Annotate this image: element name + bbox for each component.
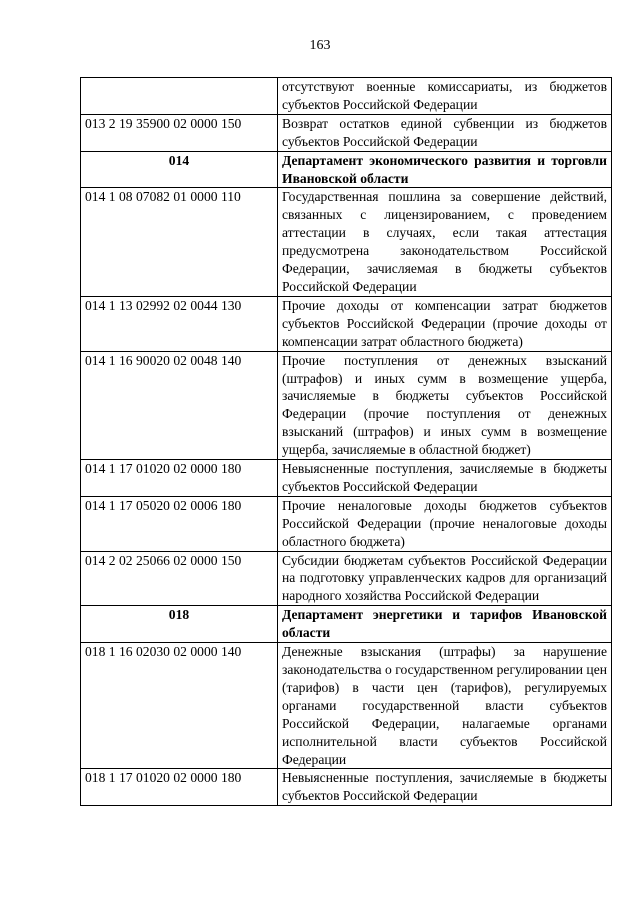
- row-code: [81, 78, 278, 115]
- row-description: отсутствуют военные комиссариаты, из бюджетов субъектов Российской Федерации: [278, 78, 612, 115]
- page-number: 163: [309, 38, 331, 53]
- table-row: [81, 460, 612, 497]
- row-description: Прочие поступления от денежных взысканий (штрафов) и иных сумм в возмещение ущерба, зачисляемые в бюджеты субъектов Российской Федерации (прочие поступления от денежных взысканий (штрафов) и иных сумм в возмещение ущерба, зачисляемые в областной бюджет): [278, 351, 612, 459]
- row-code: 014 1 13 02992 02 0044 130: [81, 296, 278, 351]
- row-description: Невыясненные поступления, зачисляемые в бюджеты субъектов Российской Федерации: [278, 769, 612, 806]
- table-row: [81, 551, 612, 606]
- table-row: [81, 769, 612, 806]
- table-row: [81, 78, 612, 115]
- department-name: Департамент экономического развития и торговли Ивановской области: [278, 151, 612, 188]
- budget-classification-table: [80, 77, 612, 806]
- row-code: 018 1 16 02030 02 0000 140: [81, 643, 278, 769]
- row-code: 014 2 02 25066 02 0000 150: [81, 551, 278, 606]
- table-row: [81, 114, 612, 151]
- table-row: [81, 351, 612, 459]
- table-row: [81, 296, 612, 351]
- row-code: 014 1 17 01020 02 0000 180: [81, 460, 278, 497]
- table-row: [81, 643, 612, 769]
- row-description: Невыясненные поступления, зачисляемые в бюджеты субъектов Российской Федерации: [278, 460, 612, 497]
- department-code: 014: [81, 151, 278, 188]
- row-description: Прочие доходы от компенсации затрат бюджетов субъектов Российской Федерации (прочие доходы от компенсации затрат областного бюджета): [278, 296, 612, 351]
- row-code: 018 1 17 01020 02 0000 180: [81, 769, 278, 806]
- row-description: Прочие неналоговые доходы бюджетов субъектов Российской Федерации (прочие неналоговые доходы областного бюджета): [278, 496, 612, 551]
- row-code: 014 1 17 05020 02 0006 180: [81, 496, 278, 551]
- department-header-row: [81, 151, 612, 188]
- department-header-row: [81, 606, 612, 643]
- row-description: Денежные взыскания (штрафы) за нарушение законодательства о государственном регулировании цен (тарифов) в части цен (тарифов), регулируемых органами государственной власти субъектов Российской Федерации, налагаемые органами исполнительной власти субъектов Российской Федерации: [278, 643, 612, 769]
- row-description: Возврат остатков единой субвенции из бюджетов субъектов Российской Федерации: [278, 114, 612, 151]
- row-code: 014 1 16 90020 02 0048 140: [81, 351, 278, 459]
- row-description: Субсидии бюджетам субъектов Российской Федерации на подготовку управленческих кадров для организаций народного хозяйства Российской Федерации: [278, 551, 612, 606]
- row-description: Государственная пошлина за совершение действий, связанных с лицензированием, с проведением аттестации в случаях, если такая аттестация предусмотрена законодательством Российской Федерации, зачисляемая в бюджеты субъектов Российской Федерации: [278, 188, 612, 296]
- row-code: 013 2 19 35900 02 0000 150: [81, 114, 278, 151]
- table-row: [81, 496, 612, 551]
- department-code: 018: [81, 606, 278, 643]
- department-name: Департамент энергетики и тарифов Ивановской области: [278, 606, 612, 643]
- table-body: [81, 78, 612, 806]
- table-row: [81, 188, 612, 296]
- row-code: 014 1 08 07082 01 0000 110: [81, 188, 278, 296]
